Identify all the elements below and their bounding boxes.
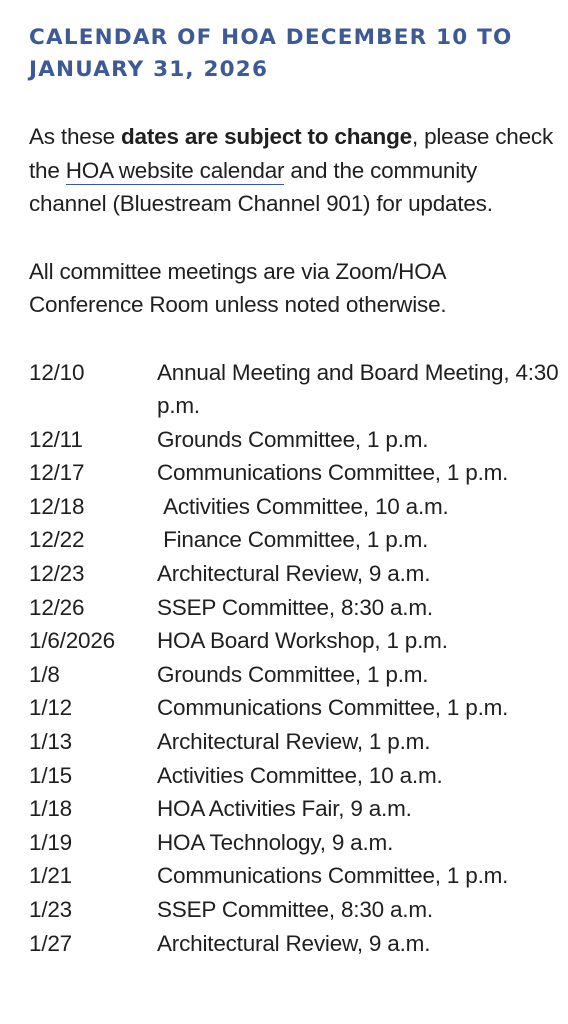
- schedule-date: 12/22: [29, 527, 85, 553]
- intro-text: , please check the: [29, 124, 554, 183]
- schedule-event: Finance Committee, 1 p.m.: [157, 527, 429, 553]
- schedule-event: Communications Committee, 1 p.m.: [157, 460, 509, 486]
- schedule-event: Architectural Review, 9 a.m.: [157, 930, 431, 956]
- schedule-row: [29, 624, 559, 658]
- intro-bold-text: dates are subject to change: [121, 124, 412, 149]
- schedule-date: 1/8: [29, 661, 60, 687]
- schedule-event: SSEP Committee, 8:30 a.m.: [157, 594, 433, 620]
- schedule-row: [29, 591, 559, 625]
- schedule-date: 1/21: [29, 863, 72, 889]
- schedule-row: [29, 826, 559, 860]
- schedule-row: [29, 725, 559, 759]
- intro-text: and the community channel (Bluestream Channel 901) for updates.: [29, 157, 493, 216]
- schedule-event: SSEP Committee, 8:30 a.m.: [157, 897, 433, 922]
- schedule-event: Activities Committee, 10 a.m.: [157, 762, 443, 788]
- schedule-row: [29, 490, 559, 524]
- schedule-date: 1/13: [29, 729, 72, 755]
- schedule-row: [29, 759, 559, 793]
- schedule-list: [29, 356, 565, 961]
- schedule-date: 12/26: [29, 594, 85, 620]
- schedule-row: [29, 423, 559, 457]
- schedule-event: HOA Board Workshop, 1 p.m.: [157, 628, 448, 654]
- schedule-date: 1/6/2026: [29, 628, 115, 654]
- schedule-event: Activities Committee, 10 a.m.: [157, 493, 449, 519]
- schedule-date: 1/12: [29, 695, 72, 721]
- hoa-website-calendar-link[interactable]: HOA website calendar: [65, 157, 285, 183]
- schedule-date: 12/11: [29, 426, 83, 452]
- schedule-event: Grounds Committee, 1 p.m.: [157, 661, 429, 687]
- schedule-event: Communications Committee, 1 p.m.: [157, 695, 509, 721]
- schedule-row: [29, 927, 559, 961]
- article: [29, 22, 565, 960]
- intro-text: As these: [29, 124, 122, 149]
- schedule-event: HOA Activities Fair, 9 a.m.: [157, 796, 412, 822]
- schedule-event: Communications Committee, 1 p.m.: [157, 863, 509, 889]
- schedule-row: [29, 859, 559, 893]
- meeting-note: All committee meetings are via Zoom/HOA Conference Room unless noted otherwise.: [29, 258, 447, 317]
- schedule-row: [29, 523, 559, 557]
- schedule-event: HOA Technology, 9 a.m.: [157, 829, 394, 855]
- schedule-event: Architectural Review, 9 a.m.: [157, 561, 431, 587]
- schedule-event: Architectural Review, 1 p.m.: [157, 729, 431, 755]
- schedule-date: 1/23: [29, 897, 72, 922]
- schedule-row: [29, 658, 559, 692]
- schedule-date: 12/10: [29, 359, 85, 385]
- schedule-event: Annual Meeting and Board Meeting, 4:30 p.m.: [157, 359, 565, 419]
- schedule-row: [29, 893, 559, 927]
- schedule-row: [29, 792, 559, 826]
- schedule-date: 12/18: [29, 493, 85, 519]
- schedule-row: [29, 691, 559, 725]
- schedule-event: Grounds Committee, 1 p.m.: [157, 426, 429, 452]
- schedule-date: 1/18: [29, 796, 72, 822]
- schedule-date: 12/23: [29, 561, 85, 587]
- schedule-row: [29, 456, 559, 490]
- schedule-date: 1/19: [29, 829, 72, 855]
- schedule-date: 12/17: [29, 460, 85, 486]
- schedule-row: [29, 356, 565, 423]
- schedule-row: [29, 557, 559, 591]
- schedule-date: 1/27: [29, 930, 72, 956]
- schedule-date: 1/15: [29, 762, 72, 788]
- intro-paragraph: [29, 120, 559, 221]
- page-title: CALENDAR OF HOA DECEMBER 10 TO JANUARY 31, 2026: [29, 25, 513, 82]
